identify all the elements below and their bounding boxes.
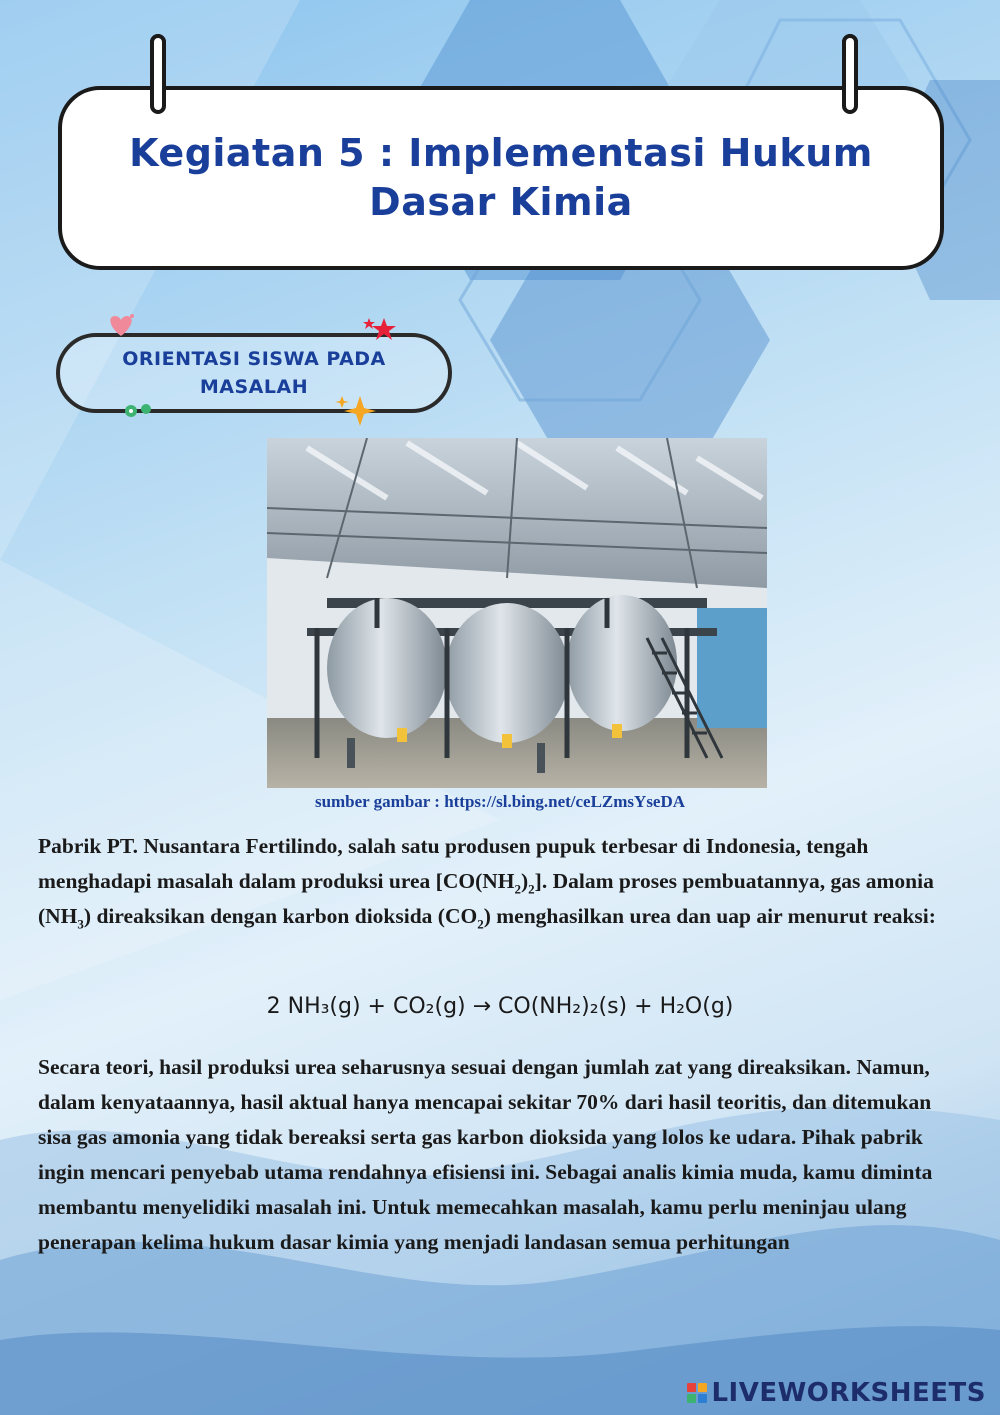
intro-sub-4: 2 bbox=[477, 916, 484, 932]
figure-caption: sumber gambar : https://sl.bing.net/ceLZmsYseDA bbox=[314, 792, 686, 811]
section-badge bbox=[56, 333, 452, 413]
intro-text-1: Pabrik PT. Nusantara Fertilindo, salah satu produsen pupuk terbesar di Indonesia, tengah menghadapi masalah dalam produksi urea [CO(NH bbox=[38, 834, 869, 893]
flower-icon bbox=[122, 400, 156, 422]
intro-text-4: ) direaksikan dengan karbon dioksida (CO bbox=[83, 904, 478, 928]
sparkle-icon bbox=[334, 394, 376, 428]
intro-sub-3: 3 bbox=[77, 916, 84, 932]
stars-icon bbox=[362, 316, 398, 342]
intro-text-3: ]. Dalam proses pembuatannya, gas amonia (NH bbox=[38, 869, 934, 928]
intro-sub-2: 2 bbox=[528, 881, 535, 897]
liveworksheets-logo bbox=[687, 1378, 986, 1408]
brand-name: LIVEWORKSHEETS bbox=[711, 1378, 986, 1408]
factory-photo bbox=[267, 438, 767, 788]
binder-ring-right-front bbox=[842, 34, 858, 114]
binder-ring-left-front bbox=[150, 34, 166, 114]
intro-paragraph bbox=[38, 829, 963, 934]
body-paragraph: Secara teori, hasil produksi urea seharusnya sesuai dengan jumlah zat yang direaksikan. Namun, dalam kenyataannya, hasil aktual hanya mencapai sekitar 70% dari hasil teoritis, dan ditemukan sisa gas amonia yang tidak bereaksi serta gas karbon dioksida yang lolos ke udara. Pihak pabrik ingin mencari penyebab utama rendahnya efisiensi ini. Sebagai analis kimia muda, kamu diminta membantu menyelidiki masalah ini. Untuk memecahkan masalah, kamu perlu meninjau ulang penerapan kelima hukum dasar kimia yang menjadi landasan semua perhitungan bbox=[38, 1055, 933, 1254]
heart-sparkle-icon bbox=[106, 312, 136, 338]
page-title: Kegiatan 5 : Implementasi Hukum Dasar Kimia bbox=[129, 130, 873, 224]
title-card bbox=[58, 86, 944, 270]
reaction-equation: 2 NH₃(g) + CO₂(g) → CO(NH₂)₂(s) + H₂O(g) bbox=[266, 994, 734, 1019]
intro-sub-1: 2 bbox=[514, 881, 521, 897]
intro-text-5: ) menghasilkan urea dan uap air menurut reaksi: bbox=[483, 904, 936, 928]
intro-text-2: ) bbox=[520, 869, 529, 893]
logo-cubes-icon bbox=[687, 1383, 707, 1403]
section-badge-label: ORIENTASI SISWA PADA MASALAH bbox=[122, 347, 386, 398]
